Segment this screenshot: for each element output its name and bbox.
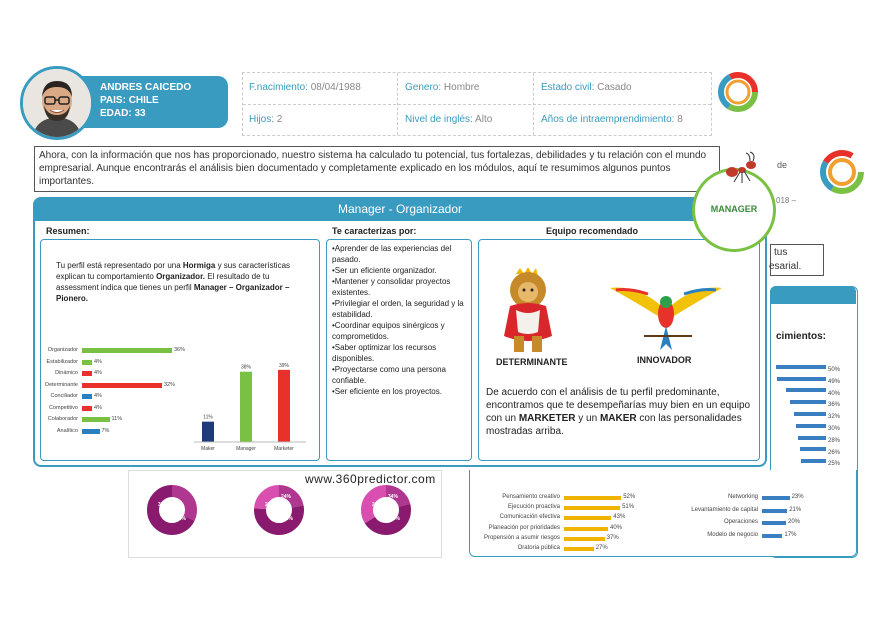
team-title: Equipo recomendado: [546, 226, 639, 236]
english-value: Alto: [475, 114, 493, 125]
bg-donut-icon: [253, 484, 305, 536]
kids-label: Hijos:: [249, 114, 275, 125]
bg-donut-right-icon: [818, 148, 866, 196]
ant-icon: [720, 150, 760, 186]
skill-bar: [564, 516, 611, 520]
skill-bar: [564, 537, 605, 541]
bg-right-bar: 50%: [776, 358, 840, 376]
team-right-label: INNOVADOR: [637, 355, 692, 365]
gender-value: Hombre: [443, 82, 480, 93]
profile-donut-icon: [716, 70, 760, 114]
bar-label: Analítico: [56, 427, 78, 434]
bar: [82, 417, 110, 422]
bg-right-bar: 30%: [776, 417, 840, 435]
trait-item: •Saber optimizar los recursos disponibles.: [332, 343, 437, 363]
bar-value: 4%: [94, 370, 102, 376]
trait-item: •Ser un eficiente organizador.: [332, 266, 437, 275]
bar-value: 4%: [94, 358, 102, 365]
kids-value: 2: [276, 114, 283, 125]
trait-item: •Privilegiar el orden, la seguridad y la estabilidad.: [332, 299, 464, 319]
profile-name: ANDRES CAICEDO: [100, 82, 192, 93]
team-left-label: DETERMINANTE: [496, 357, 568, 367]
bg-donut-value: 24%: [281, 494, 292, 500]
lion-icon: [494, 266, 560, 354]
skill-bar: [564, 496, 621, 500]
bg-donut-value: 22%: [265, 502, 276, 508]
bg-donut-value: 68%: [176, 516, 187, 522]
column-label: Maker: [201, 446, 215, 452]
bg-donut-value: 45%: [390, 516, 401, 522]
bar: [82, 360, 92, 365]
bg-donut-value: 32%: [158, 502, 169, 508]
skill-value: 23%: [791, 494, 804, 500]
skill-value: 52%: [623, 494, 636, 500]
skill-bar: [564, 506, 620, 510]
trait-item: •Coordinar equipos sinérgicos y comprometidos.: [332, 321, 445, 341]
bg-donut-value: 54%: [283, 516, 294, 522]
column-label: Manager: [236, 446, 256, 452]
column-value: 38%: [240, 364, 252, 371]
bar-value: 4%: [94, 404, 102, 411]
manager-badge-label: MANAGER: [710, 204, 758, 214]
years-value: 8: [677, 114, 683, 125]
skill-bar: [762, 521, 786, 525]
skill-label: Levantamiento de capital: [691, 506, 758, 513]
bg-donut-value: 21%: [372, 502, 383, 508]
skill-value: 37%: [606, 534, 619, 541]
skill-value: 17%: [784, 531, 797, 538]
bar-value: 7%: [101, 427, 110, 434]
bg-fragment-conocimientos: cimientos:: [776, 331, 827, 342]
summary-text: Tu perfil está representado por una Hormiga y sus características explican tu comportamiento Organizador. El resultado de tu assessment indica que tienes un perfil Manager – Organizador – Pionero.: [56, 261, 291, 303]
skill-label: Modelo de negocio: [707, 531, 758, 538]
bg-right-bar: 28%: [776, 429, 840, 447]
skill-value: 27%: [595, 545, 608, 551]
gender-label: Genero:: [405, 82, 442, 93]
skill-bar: [564, 527, 608, 531]
bg-right-bar: 49%: [776, 370, 840, 388]
column-label: Marketer: [274, 446, 294, 452]
summary-title: Resumen:: [46, 226, 90, 236]
skill-value: 51%: [622, 504, 635, 511]
team-text: De acuerdo con el análisis de tu perfil predominante, encontramos que te desempeñarías muy bien en un equipo con un MARKETER y un MAKER con las personalidades mostradas arriba.: [486, 387, 751, 437]
bar: [82, 348, 172, 353]
skill-label: Oratoria pública: [517, 545, 560, 551]
birth-label: F.nacimiento:: [249, 82, 308, 93]
profile-age: EDAD: 33: [100, 108, 146, 119]
civil-label: Estado civil:: [541, 82, 595, 93]
bg-fragment-tus: tus: [774, 247, 788, 258]
bg-right-bar: 26%: [776, 441, 840, 459]
english-label: Nivel de inglés:: [405, 114, 473, 125]
bg-right-bar: 32%: [776, 405, 840, 423]
footer-url[interactable]: www.360predictor.com: [305, 472, 436, 486]
skill-label: Networking: [727, 494, 758, 500]
column-value: 39%: [278, 362, 290, 369]
skill-value: 40%: [610, 524, 623, 531]
years-label: Años de intraemprendimiento:: [541, 114, 675, 125]
bar-value: 4%: [94, 393, 102, 399]
bg-right-bar: 36%: [776, 393, 840, 411]
bg-fragment-year: 018 –: [776, 196, 797, 205]
trait-item: •Aprender de las experiencias del pasado.: [332, 244, 452, 264]
skill-bar: [762, 496, 790, 500]
skill-label: Propensión a asumir riesgos: [483, 534, 560, 541]
birth-value: 08/04/1988: [310, 82, 361, 93]
civil-value: Casado: [597, 82, 632, 93]
skill-value: 20%: [788, 519, 801, 525]
trait-item: •Ser eficiente en los proyectos.: [332, 387, 442, 396]
skill-label: Ejecución proactiva: [507, 504, 560, 511]
parrot-icon: [608, 280, 724, 352]
column: [202, 422, 214, 442]
bg-donut-icon: [360, 484, 412, 536]
bg-donut-icon: [146, 484, 198, 536]
summary-column-chart: [190, 360, 310, 456]
bar-label: Dinámico: [55, 370, 78, 376]
skill-label: Operaciones: [723, 519, 758, 525]
skill-value: 21%: [789, 506, 802, 513]
bar-label: Organizador: [47, 347, 78, 353]
traits-list: [332, 243, 466, 397]
bar: [82, 371, 92, 376]
bg-right-bar: 25%: [776, 452, 840, 470]
personal-info-table: [242, 72, 712, 136]
bar-value: 32%: [164, 381, 176, 388]
avatar: [20, 66, 94, 140]
skill-bar: [762, 534, 782, 538]
skill-bar: [564, 547, 594, 551]
bar-label: Conciliador: [50, 393, 78, 399]
bar: [82, 394, 92, 399]
trait-item: •Mantener y consolidar proyectos existentes.: [332, 277, 451, 297]
skill-bar: [762, 509, 787, 513]
skill-label: Planeación por prioridades: [488, 524, 560, 531]
intro-paragraph: Ahora, con la información que nos has proporcionado, nuestro sistema ha calculado tu potencial, tus fortalezas, debilidades y tu relación con el mundo empresarial. Aunque encontrarás el análisis bien documentado y completamente explicado en los módulos, aquí te resumimos algunos puntos importantes.: [34, 146, 720, 192]
trait-item: •Proyectarse como una persona confiable.: [332, 365, 446, 385]
bar: [82, 383, 162, 388]
bar-label: Estabilizador: [46, 358, 78, 365]
column: [278, 370, 290, 442]
bar-label: Determinante: [44, 381, 78, 388]
bg-donut-value: 34%: [388, 494, 399, 500]
bar: [82, 406, 92, 411]
profile-country: PAIS: CHILE: [100, 95, 159, 106]
column-value: 11%: [203, 414, 213, 421]
bg-right-bar: 40%: [776, 382, 840, 400]
column: [240, 372, 252, 442]
profile-card: [82, 76, 228, 128]
traits-title: Te caracterizas por:: [332, 226, 417, 236]
bar: [82, 429, 100, 434]
bg-fragment-empresarial: esarial.: [769, 261, 802, 272]
skill-label: Pensamiento creativo: [502, 494, 560, 500]
skill-label: Comunicación efectiva: [499, 514, 560, 521]
bg-card-header: [770, 286, 856, 304]
bar-label: Competitivo: [48, 404, 78, 411]
panel-title: Manager - Organizador: [33, 197, 767, 221]
bar-value: 11%: [111, 416, 123, 422]
bar-value: 36%: [174, 347, 186, 353]
bg-fragment-de: de: [777, 160, 788, 170]
bar-label: Colaborador: [47, 416, 78, 422]
skill-value: 43%: [613, 514, 626, 521]
